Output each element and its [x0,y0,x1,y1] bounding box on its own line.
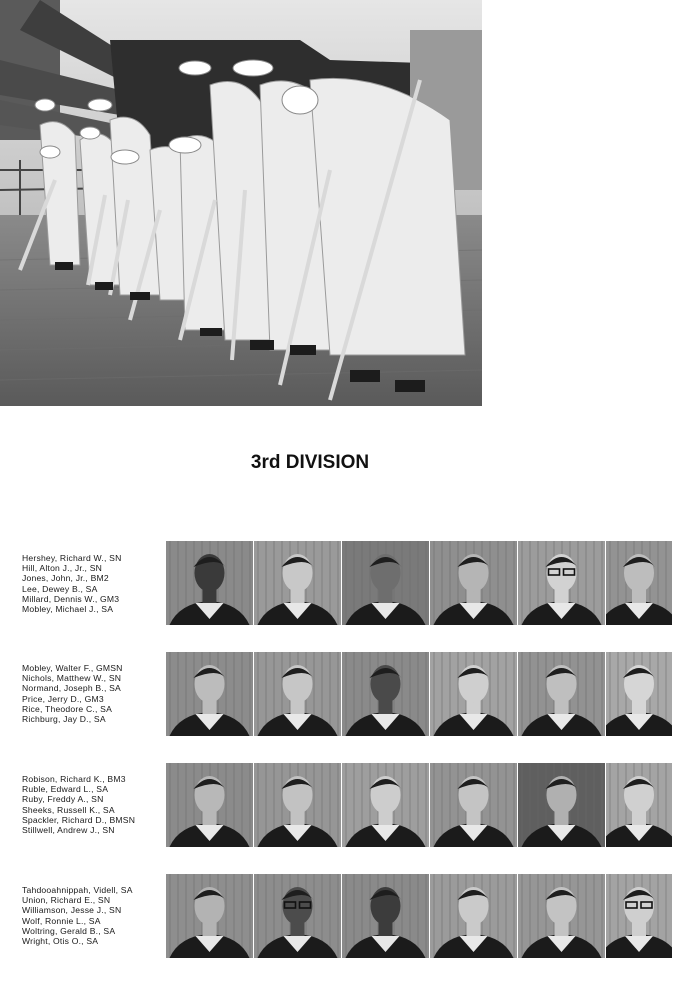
crew-name: Hershey, Richard W., SN [22,553,122,563]
crew-name: Spackler, Richard D., BMSN [22,814,136,825]
names-row-1 [22,553,167,614]
crew-name: Nichols, Matthew W., SN [22,673,122,684]
crew-portrait [518,541,605,625]
crew-name: Richburg, Jay D., SA [22,713,106,724]
crew-portrait [606,874,672,958]
crew-name: Wright, Otis O., SA [22,935,99,946]
crew-portrait [430,652,517,736]
crew-portrait [166,652,253,736]
portraits-row-4 [166,874,672,958]
crew-name: Rice, Theodore C., SA [22,703,113,714]
crew-name: Woltring, Gerald B., SA [22,925,116,936]
portrait-photo [166,652,253,736]
crew-portrait [518,874,605,958]
crew-portrait [342,652,429,736]
crew-name: Stillwell, Andrew J., SN [22,824,115,835]
portrait-photo [430,652,517,736]
portraits-row-3 [166,763,672,847]
crew-name: Sheeks, Russell K., SA [22,804,115,815]
crew-name: Normand, Joseph B., SA [22,683,121,694]
crew-portrait [166,763,253,847]
crew-name: Mobley, Walter F., GMSN [22,663,123,673]
crew-portrait [518,763,605,847]
crew-name: Union, Richard E., SN [22,895,111,906]
portrait-photo [254,763,341,847]
portrait-photo [254,874,341,958]
portrait-photo [342,874,429,958]
crew-name: Hill, Alton J., Jr., SN [22,563,103,574]
crew-portrait [342,763,429,847]
crew-name: Ruby, Freddy A., SN [22,794,104,805]
crew-portrait [166,874,253,958]
portrait-photo [166,541,253,625]
portrait-photo [166,763,253,847]
portrait-photo [430,763,517,847]
portrait-photo [342,652,429,736]
portrait-photo [254,541,341,625]
portrait-photo [606,874,672,958]
photo-illustration [0,0,482,406]
crew-portrait [166,541,253,625]
names-row-3 [22,774,167,835]
crew-name: Price, Jerry D., GM3 [22,693,104,704]
crew-portrait [342,541,429,625]
portrait-photo [166,874,253,958]
crew-name: Lee, Dewey B., SA [22,583,98,594]
crew-name: Robison, Richard K., BM3 [22,774,126,784]
crew-name: Wolf, Ronnie L., SA [22,915,101,926]
crew-name: Jones, John, Jr., BM2 [22,573,109,584]
crew-portrait [254,874,341,958]
crew-portrait [254,763,341,847]
crew-name: Tahdooahnippah, Videll, SA [22,885,133,895]
portrait-photo [606,652,672,736]
portrait-photo [254,652,341,736]
portrait-photo [518,874,605,958]
crew-portrait [254,652,341,736]
sailors-swabbing-deck-photo [0,0,482,406]
portrait-photo [606,763,672,847]
portraits-row-2 [166,652,672,736]
crew-name: Williamson, Jesse J., SN [22,905,122,916]
portrait-photo [430,541,517,625]
portrait-photo [606,541,672,625]
portrait-photo [342,763,429,847]
portrait-photo [518,763,605,847]
crew-portrait [430,874,517,958]
portraits-row-1 [166,541,672,625]
names-row-2 [22,663,167,724]
division-title: 3rd DIVISION [250,452,370,473]
portrait-photo [518,652,605,736]
portrait-photo [430,874,517,958]
names-row-4 [22,885,167,946]
crew-name: Ruble, Edward L., SA [22,784,109,795]
crew-portrait [430,763,517,847]
crew-portrait [606,541,672,625]
crew-portrait [342,874,429,958]
portrait-photo [518,541,605,625]
portrait-photo [342,541,429,625]
crew-portrait [518,652,605,736]
crew-name: Mobley, Michael J., SA [22,603,114,614]
crew-portrait [606,652,672,736]
crew-portrait [430,541,517,625]
crew-portrait [606,763,672,847]
crew-portrait [254,541,341,625]
crew-name: Millard, Dennis W., GM3 [22,593,120,604]
